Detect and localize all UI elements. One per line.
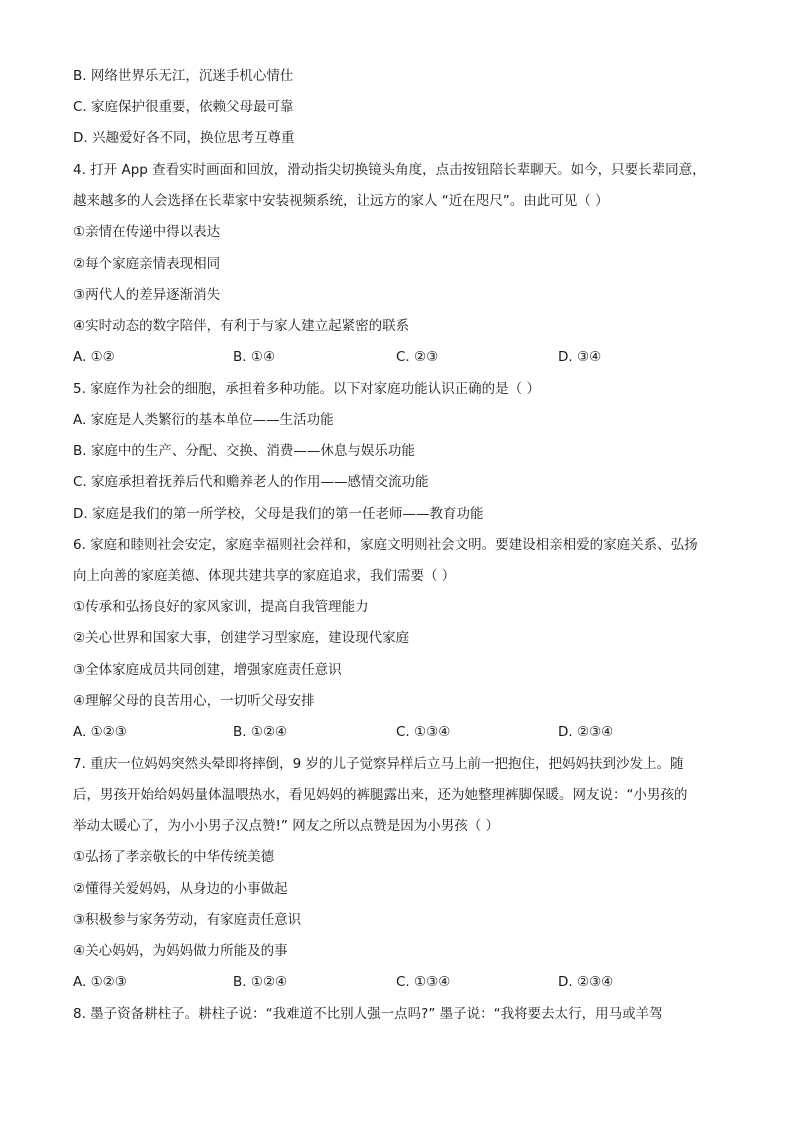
q3-option-b: B. 网络世界乐无江，沉迷手机心情仕 [73,68,294,84]
q6-statement-3: ③全体家庭成员共同创建，增强家庭责任意识 [73,662,342,678]
q5-option-c: C. 家庭承担着抚养后代和赡养老人的作用——感情交流功能 [73,474,429,490]
q5-stem: 5. 家庭作为社会的细胞，承担着多种功能。以下对家庭功能认识正确的是（ ） [73,381,540,397]
q6-stem-line-1: 6. 家庭和睦则社会安定，家庭幸福则社会祥和，家庭文明则社会文明。要建设相亲相爱的家庭关系、弘扬 [73,537,698,553]
q7-option-a: A. ①②③ [73,974,127,990]
q7-stem-line-1: 7. 重庆一位妈妈突然头晕即将摔倒，9 岁的儿子觉察异样后立马上前一把抱住，把妈妈扶到沙发上。随 [73,756,684,772]
q6-statement-1: ①传承和弘扬良好的家风家训，提高自我管理能力 [73,599,369,615]
q4-statement-3: ③两代人的差异逐渐消失 [73,287,221,303]
q7-options-row [0,972,794,992]
q4-stem-line-1: 4. 打开 App 查看实时画面和回放，滑动指尖切换镜头角度，点击按钮陪长辈聊天。如今，只要长辈同意， [73,162,706,178]
q8-stem-line-1: 8. 墨子资备耕柱子。耕柱子说：“我难道不比别人强一点吗?” 墨子说：“我将要去太行，用马或羊驾 [73,1006,663,1022]
q7-statement-1: ①弘扬了孝亲敬长的中华传统美德 [73,849,275,865]
q4-option-a: A. ①② [73,349,115,365]
q3-option-c: C. 家庭保护很重要，依赖父母最可靠 [73,99,294,115]
q4-statement-1: ①亲情在传递中得以表达 [73,224,221,240]
q4-option-c: C. ②③ [396,349,439,365]
q5-option-a: A. 家庭是人类繁衍的基本单位——生活功能 [73,412,334,428]
q4-option-b: B. ①④ [233,349,276,365]
q4-statement-4: ④实时动态的数字陪伴，有利于与家人建立起紧密的联系 [73,318,410,334]
q4-statement-2: ②每个家庭亲情表现相同 [73,256,221,272]
q6-option-b: B. ①②④ [233,724,288,740]
q7-statement-3: ③积极参与家务劳动，有家庭责任意识 [73,912,302,928]
q6-stem-line-2: 向上向善的家庭美德、体现共建共享的家庭追求，我们需要（ ） [73,568,456,584]
q6-option-a: A. ①②③ [73,724,127,740]
q7-option-d: D. ②③④ [558,974,614,990]
q7-option-b: B. ①②④ [233,974,288,990]
q6-statement-4: ④理解父母的良苦用心，一切听父母安排 [73,693,315,709]
q4-stem-line-2: 越来越多的人会选择在长辈家中安装视频系统，让远方的家人 “近在咫尺”。由此可见（ ） [73,193,609,209]
q4-option-d: D. ③④ [558,349,602,365]
q3-option-d: D. 兴趣爱好各不同，换位思考互尊重 [73,130,295,146]
q7-option-c: C. ①③④ [396,974,451,990]
q5-option-d: D. 家庭是我们的第一所学校，父母是我们的第一任老师——教育功能 [73,506,484,522]
q7-statement-2: ②懂得关爱妈妈，从身边的小事做起 [73,881,288,897]
q6-option-c: C. ①③④ [396,724,451,740]
q7-stem-line-2: 后，男孩开始给妈妈量体温喂热水，看见妈妈的裤腿露出来，还为她整理裤脚保暖。网友说：“小男孩的 [73,787,688,803]
q5-option-b: B. 家庭中的生产、分配、交换、消费——休息与娱乐功能 [73,443,415,459]
q6-option-d: D. ②③④ [558,724,614,740]
q4-options-row [0,347,794,367]
q7-stem-line-3: 举动太暖心了，为小小男子汉点赞!” 网友之所以点赞是因为小男孩（ ） [73,818,499,834]
q7-statement-4: ④关心妈妈，为妈妈做力所能及的事 [73,943,288,959]
q6-statement-2: ②关心世界和国家大事，创建学习型家庭，建设现代家庭 [73,630,410,646]
q6-options-row [0,722,794,742]
